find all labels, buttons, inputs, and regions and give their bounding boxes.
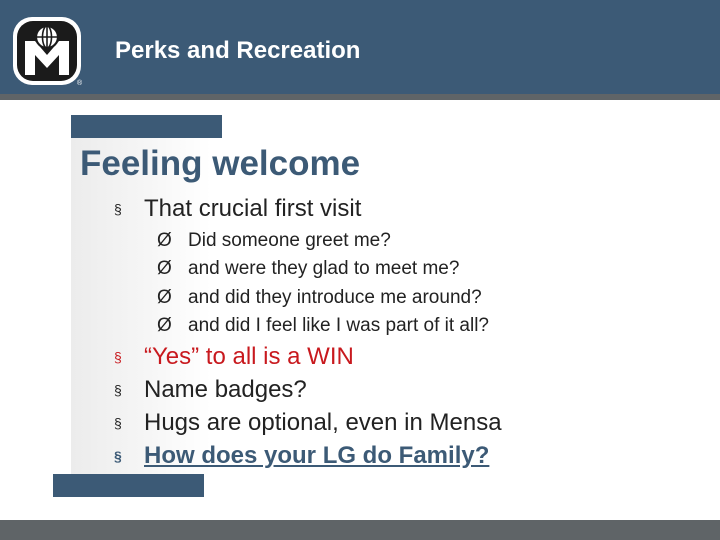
bullet-text: That crucial first visit xyxy=(144,195,362,222)
arrow-bullet-icon: Ø xyxy=(157,230,172,251)
bullet-icon: § xyxy=(114,448,122,464)
bullet-icon: § xyxy=(114,415,122,431)
slide-title: Feeling welcome xyxy=(80,144,361,183)
arrow-bullet-icon: Ø xyxy=(157,258,172,279)
bullet-text: Name badges? xyxy=(144,376,307,403)
header-title: Perks and Recreation xyxy=(115,37,361,64)
decorative-block-top xyxy=(71,115,222,138)
bullet-text: “Yes” to all is a WIN xyxy=(144,343,354,370)
header-divider xyxy=(0,94,720,100)
mensa-logo-icon xyxy=(11,15,83,87)
bullet-icon: § xyxy=(114,201,122,217)
arrow-bullet-icon: Ø xyxy=(157,315,172,336)
sub-bullet-text: Did someone greet me? xyxy=(188,230,391,251)
sub-bullet-text: and did I feel like I was part of it all? xyxy=(188,315,489,336)
sub-bullet-text: and did they introduce me around? xyxy=(188,287,482,308)
footer-bar xyxy=(0,520,720,540)
bullet-text: Hugs are optional, even in Mensa xyxy=(144,409,502,436)
bullet-text: How does your LG do Family? xyxy=(144,442,490,469)
registered-mark: ® xyxy=(77,80,83,87)
bullet-icon: § xyxy=(114,349,122,365)
arrow-bullet-icon: Ø xyxy=(157,287,172,308)
sub-bullet-text: and were they glad to meet me? xyxy=(188,258,460,279)
decorative-block-bottom xyxy=(53,474,204,497)
bullet-icon: § xyxy=(114,382,122,398)
